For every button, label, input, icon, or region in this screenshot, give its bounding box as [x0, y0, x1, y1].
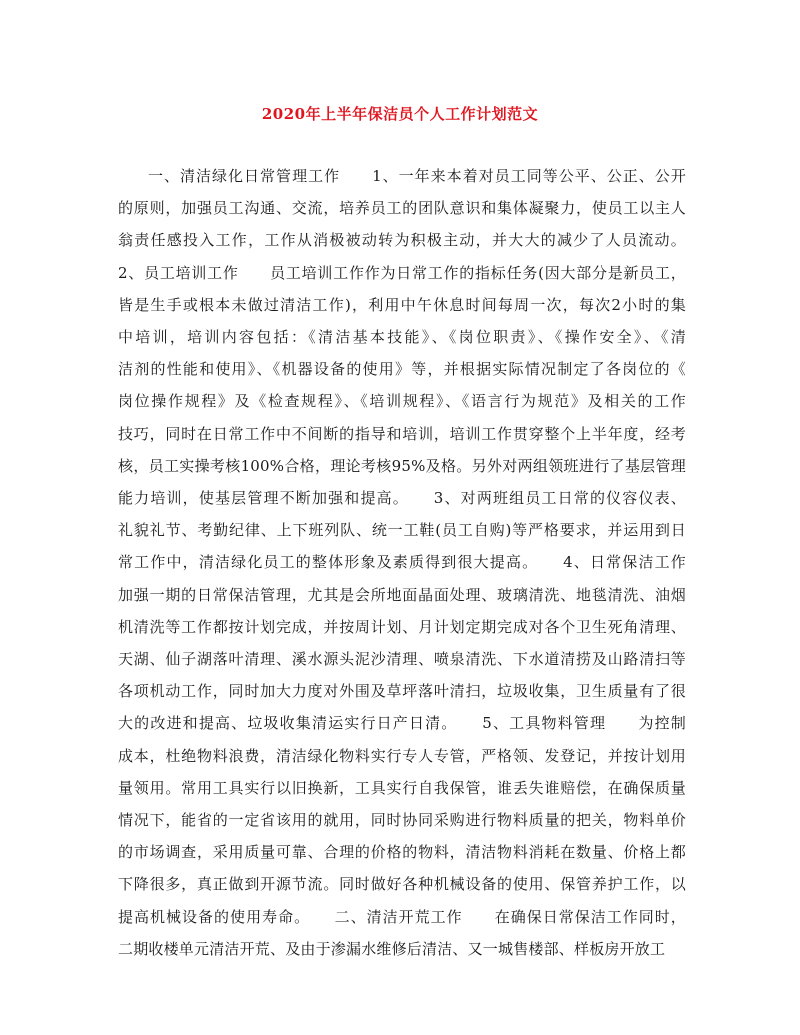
body-line: 核，员工实操考核100%合格，理论考核95%及格。另外对两组领班进行了基层管理 [118, 456, 686, 475]
body-line: 大的改进和提高、垃圾收集清运实行日产日清。 5、工具物料管理 为控制 [118, 714, 686, 733]
body-line: 机清洗等工作都按计划完成，并按周计划、月计划定期完成对各个卫生死角清理、 [118, 617, 686, 636]
body-line: 下降很多，真正做到开源节流。同时做好各种机械设备的使用、保管养护工作，以 [118, 875, 686, 894]
body-line: 二期收楼单元清洁开荒、及由于渗漏水维修后清洁、又一城售楼部、样板房开放工 [118, 939, 666, 958]
body-line: 天湖、仙子湖落叶清理、溪水源头泥沙清理、喷泉清洗、下水道清捞及山路清扫等 [118, 650, 686, 669]
body-line: 中培训，培训内容包括：《清洁基本技能》、《岗位职责》、《操作安全》、《清 [118, 328, 686, 347]
body-line: 一、清洁绿化日常管理工作 1、一年来本着对员工同等公平、公正、公开 [148, 167, 686, 185]
body-line: 量领用。常用工具实行以旧换新，工具实行自我保管，谁丢失谁赔偿，在确保质量 [118, 778, 686, 797]
body-line: 各项机动工作，同时加大力度对外围及草坪落叶清扫，垃圾收集，卫生质量有了很 [118, 682, 686, 701]
body-line: 加强一期的日常保洁管理，尤其是会所地面晶面处理、玻璃清洗、地毯清洗、油烟 [118, 585, 686, 604]
body-line: 的市场调查，采用质量可靠、合理的价格的物料，清洁物料消耗在数量、价格上都 [118, 843, 686, 862]
body-line: 礼貌礼节、考勤纪律、上下班列队、统一工鞋(员工自购)等严格要求，并运用到日 [118, 521, 686, 540]
body-line: 岗位操作规程》及《检查规程》、《培训规程》、《语言行为规范》及相关的工作 [118, 392, 686, 411]
body-line: 的原则，加强员工沟通、交流，培养员工的团队意识和集体凝聚力，使员工以主人 [118, 199, 686, 218]
document-title: 2020年上半年保洁员个人工作计划范文 [261, 105, 539, 123]
body-line: 能力培训，使基层管理不断加强和提高。 3、对两班组员工日常的仪容仪表、 [118, 489, 686, 508]
body-line: 2、员工培训工作 员工培训工作作为日常工作的指标任务(因大部分是新员工， [118, 263, 686, 282]
body-line: 提高机械设备的使用寿命。 二、清洁开荒工作 在确保日常保洁工作同时， [118, 907, 686, 926]
body-line: 常工作中，清洁绿化员工的整体形象及素质得到很大提高。 4、日常保洁工作 [118, 553, 686, 572]
body-line: 情况下，能省的一定省该用的就用，同时协同采购进行物料质量的把关，物料单价 [118, 811, 686, 830]
body-line: 翁责任感投入工作，工作从消极被动转为积极主动，并大大的减少了人员流动。 [118, 231, 686, 250]
body-line: 洁剂的性能和使用》、《机器设备的使用》等，并根据实际情况制定了各岗位的《 [118, 360, 686, 379]
body-line: 技巧，同时在日常工作中不间断的指导和培训，培训工作贯穿整个上半年度，经考 [118, 424, 686, 443]
body-line: 皆是生手或根本未做过清洁工作)，利用中午休息时间每周一次，每次2小时的集 [118, 295, 686, 314]
body-line: 成本，杜绝物料浪费，清洁绿化物料实行专人专管，严格领、发登记，并按计划用 [118, 746, 686, 765]
document-body [118, 160, 686, 965]
